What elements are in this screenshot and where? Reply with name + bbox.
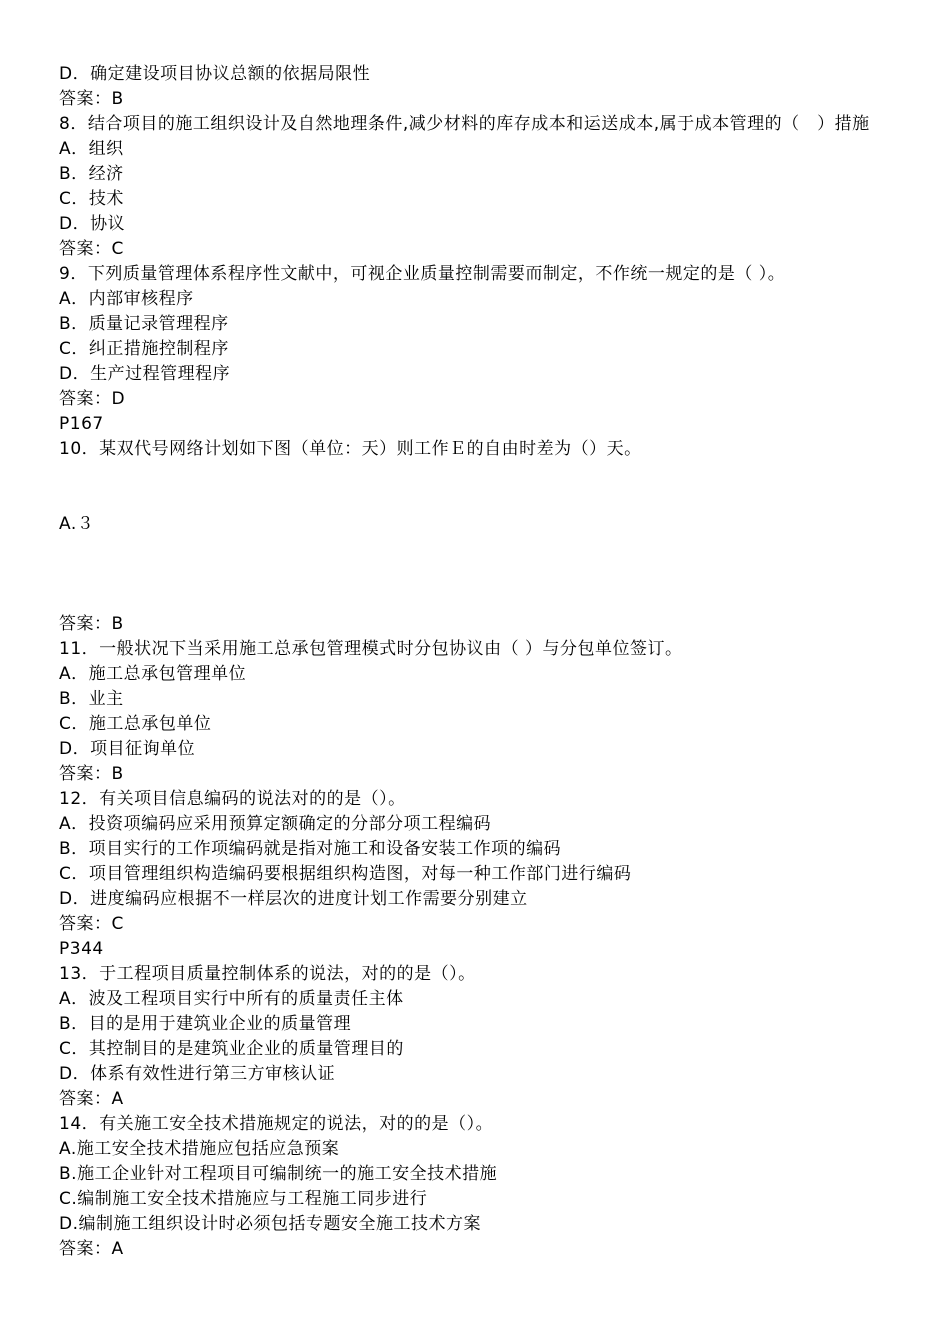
q10-option-a: A.３: [59, 514, 95, 534]
q8-option-c: C．技术: [59, 189, 124, 209]
q11-option-b: B．业主: [59, 689, 124, 709]
q13-option-d: D．体系有效性进行第三方审核认证: [59, 1064, 336, 1084]
q9-option-c: C．纠正措施控制程序: [59, 339, 229, 359]
q14-option-c: C.编制施工安全技术措施应与工程施工同步进行: [59, 1189, 428, 1209]
q8-option-b: B．经济: [59, 164, 124, 184]
q8-option-d: D．协议: [59, 214, 126, 234]
q13-option-c: C．其控制目的是建筑业企业的质量管理目的: [59, 1039, 404, 1059]
q7-answer: 答案：B: [59, 89, 124, 109]
q14-stem: 14．有关施工安全技术措施规定的说法，对的的是（）。: [59, 1114, 494, 1134]
q8-answer: 答案：C: [59, 239, 124, 259]
q13-answer: 答案：A: [59, 1089, 124, 1109]
q13-stem: 13．于工程项目质量控制体系的说法，对的的是（）。: [59, 964, 476, 984]
q11-stem: 11．一般状况下当采用施工总承包管理模式时分包协议由（ ）与分包单位签订。: [59, 639, 683, 659]
q11-answer: 答案：B: [59, 764, 124, 784]
q10-stem: 10．某双代号网络计划如下图（单位：天）则工作Ｅ的自由时差为（）天。: [59, 439, 642, 459]
q8-option-a: A．组织: [59, 139, 124, 159]
q12-option-b: B．项目实行的工作项编码就是指对施工和设备安装工作项的编码: [59, 839, 562, 859]
q12-option-a: A．投资项编码应采用预算定额确定的分部分项工程编码: [59, 814, 492, 834]
q13-option-a: A．波及工程项目实行中所有的质量责任主体: [59, 989, 404, 1009]
q10-answer: 答案：B: [59, 614, 124, 634]
q11-option-a: A．施工总承包管理单位: [59, 664, 247, 684]
page-reference: P344: [59, 939, 104, 959]
q14-option-a: A.施工安全技术措施应包括应急预案: [59, 1139, 340, 1159]
q8-stem: 8．结合项目的施工组织设计及自然地理条件,减少材料的库存成本和运送成本,属于成本管理的（ ）措施: [59, 114, 870, 134]
q14-option-b: B.施工企业针对工程项目可编制统一的施工安全技术措施: [59, 1164, 498, 1184]
page-reference: P167: [59, 414, 104, 434]
q11-option-d: D．项目征询单位: [59, 739, 196, 759]
diagram-gap: [59, 462, 919, 512]
q12-answer: 答案：C: [59, 914, 124, 934]
q9-option-b: B．质量记录管理程序: [59, 314, 229, 334]
q11-option-c: C．施工总承包单位: [59, 714, 212, 734]
q9-option-a: A．内部审核程序: [59, 289, 194, 309]
q14-answer: 答案：A: [59, 1239, 124, 1259]
diagram-gap: [59, 537, 919, 612]
document-page: [59, 62, 919, 1262]
q7-option-d: D．确定建设项目协议总额的依据局限性: [59, 64, 371, 84]
q12-option-d: D．进度编码应根据不一样层次的进度计划工作需要分别建立: [59, 889, 528, 909]
q12-stem: 12．有关项目信息编码的说法对的的是（）。: [59, 789, 406, 809]
q14-option-d: D.编制施工组织设计时必须包括专题安全施工技术方案: [59, 1214, 481, 1234]
q9-stem: 9．下列质量管理体系程序性文献中，可视企业质量控制需要而制定，不作统一规定的是（ ）。: [59, 264, 786, 284]
q13-option-b: B．目的是用于建筑业企业的质量管理: [59, 1014, 352, 1034]
q9-option-d: D．生产过程管理程序: [59, 364, 231, 384]
q9-answer: 答案：D: [59, 389, 126, 409]
q12-option-c: C．项目管理组织构造编码要根据组织构造图，对每一种工作部门进行编码: [59, 864, 632, 884]
